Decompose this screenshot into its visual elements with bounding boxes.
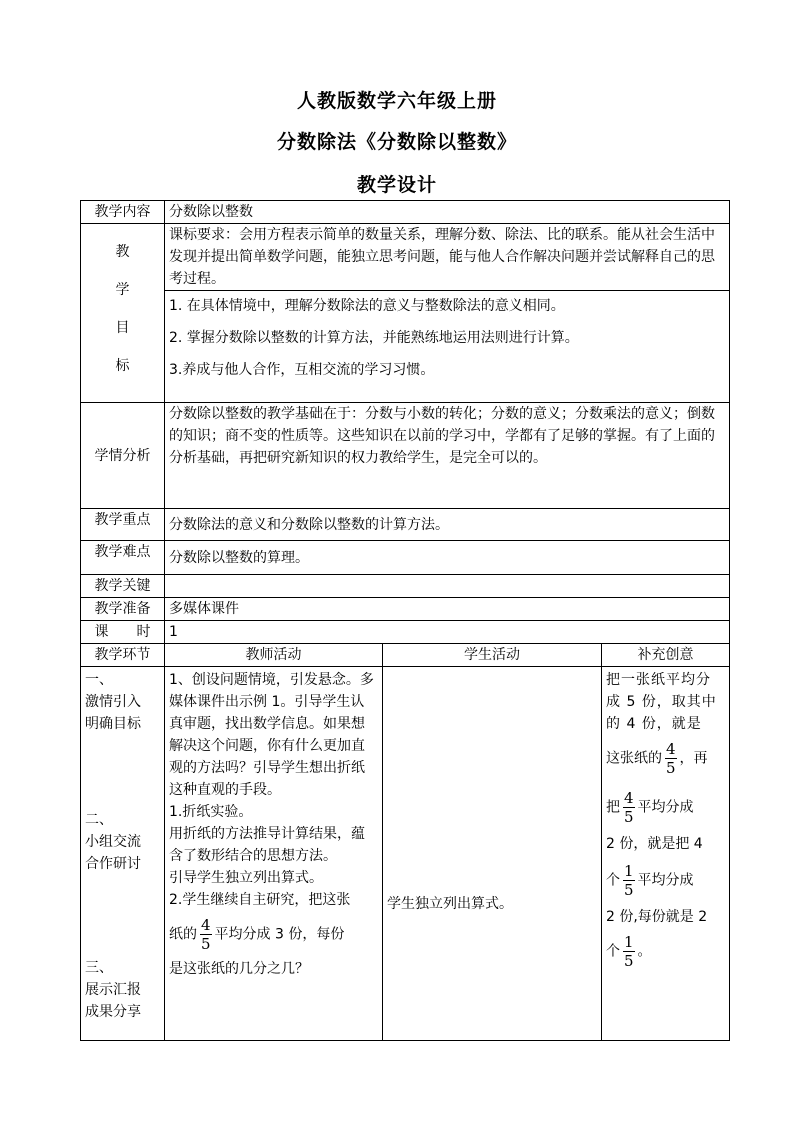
row-value-key [165, 575, 730, 598]
row-focus [81, 509, 730, 541]
goals-label-char: 目 [115, 320, 130, 336]
goals-label-char: 标 [115, 358, 130, 374]
student-activity [383, 667, 602, 1041]
row-value-focus: 分数除法的意义和分数除以整数的计算方法。 [165, 509, 730, 541]
extra-text: 2 份,每份就是 2 [606, 909, 708, 925]
extra-text: 个 [606, 943, 620, 960]
header-student: 学生活动 [383, 644, 602, 667]
row-label-goals [81, 224, 165, 403]
row-label-key: 教学关键 [81, 575, 165, 598]
extra-ideas [602, 667, 730, 1041]
row-label-content: 教学内容 [81, 201, 165, 224]
teacher-text: 平均分成 3 份，每份 [214, 926, 345, 943]
teacher-text: 1、创设问题情境，引发悬念。多媒体课件出示例 1。引导学生认真审题，找出数学信息。如果想解决这个问题，你有什么更加直观的方法吗？引导学生想出折纸这种直观的手段。 [169, 672, 374, 798]
row-value-prep: 多媒体课件 [165, 598, 730, 621]
extra-text: ，再 [679, 750, 708, 767]
header-stage: 教学环节 [81, 644, 165, 667]
student-text: 学生独立列出算式。 [387, 896, 513, 912]
row-content [81, 201, 730, 224]
row-label-hours: 课 时 [81, 621, 165, 644]
extra-text: 把 [606, 799, 620, 816]
stage-column [81, 667, 165, 1041]
goals-label-char: 教 [115, 244, 130, 260]
row-label-difficulty: 教学难点 [81, 541, 165, 575]
row-hours [81, 621, 730, 644]
row-value-difficulty: 分数除以整数的算理。 [165, 541, 730, 575]
extra-text: 。 [637, 943, 652, 960]
fraction-four-fifths: $\frac{4}{5}$ [624, 789, 634, 826]
row-label-analysis: 学情分析 [81, 403, 165, 509]
row-value-content: 分数除以整数 [165, 201, 730, 224]
process-header-row [81, 644, 730, 667]
teacher-text: 引导学生独立列出算式。 [169, 870, 323, 886]
row-key [81, 575, 730, 598]
doc-heading: 教学设计 [356, 174, 437, 196]
row-goals-items [81, 291, 730, 403]
fraction-four-fifths: $\frac{4}{5}$ [201, 916, 211, 953]
stage-name: 展示汇报 [85, 982, 141, 998]
stage-number: 一、 [85, 672, 113, 688]
stage-number: 二、 [85, 812, 113, 828]
header-teacher: 教师活动 [165, 644, 383, 667]
extra-text: 平均分成 [637, 872, 694, 889]
row-label-focus: 教学重点 [81, 509, 165, 541]
process-body-row [81, 667, 730, 1041]
teacher-text: 纸的 [169, 926, 197, 943]
extra-text: 把一张纸平均分成 5 份，取其中的 4 份，就是 [606, 672, 717, 732]
teacher-text: 1.折纸实验。 [169, 804, 253, 820]
goal-item: 2. 掌握分数除以整数的计算方法，并能熟练地运用法则进行计算。 [169, 330, 579, 346]
row-difficulty [81, 541, 730, 575]
lesson-plan-table [80, 200, 730, 1041]
fraction-one-fifth: $\frac{1}{5}$ [624, 933, 634, 970]
extra-text: 2 份，就是把 4 [606, 836, 703, 852]
stage-name: 明确目标 [85, 716, 141, 732]
goals-curriculum: 课标要求：会用方程表示简单的数量关系，理解分数、除法、比的联系。能从社会生活中发现并提出简单数学问题，能独立思考问题，能与他人合作解决问题并尝试解释自己的思考过程。 [165, 224, 730, 291]
teacher-text: 是这张纸的几分之几？ [169, 961, 309, 977]
row-value-hours: 1 [165, 621, 730, 644]
stage-name: 成果分享 [85, 1004, 141, 1020]
teacher-text: 2.学生继续自主研究，把这张 [169, 892, 351, 908]
fraction-one-fifth: $\frac{1}{5}$ [624, 862, 634, 899]
stage-name: 激情引入 [85, 694, 141, 710]
extra-text: 个 [606, 872, 620, 889]
teacher-text: 用折纸的方法推导计算结果，蕴含了数形结合的思想方法。 [169, 826, 365, 864]
row-analysis [81, 403, 730, 509]
goal-item: 3.养成与他人合作，互相交流的学习习惯。 [169, 362, 435, 378]
goals-items [165, 291, 730, 403]
extra-text: 这张纸的 [606, 750, 662, 767]
extra-text: 平均分成 [637, 799, 694, 816]
stage-name: 小组交流 [85, 834, 141, 850]
row-goals-curriculum [81, 224, 730, 291]
row-label-prep: 教学准备 [81, 598, 165, 621]
fraction-four-fifths: $\frac{4}{5}$ [666, 740, 676, 777]
stage-name: 合作研讨 [85, 856, 141, 872]
goal-item: 1. 在具体情境中，理解分数除法的意义与整数除法的意义相同。 [169, 298, 565, 314]
goals-label-char: 学 [115, 282, 130, 298]
header-extra: 补充创意 [602, 644, 730, 667]
stage-number: 三、 [85, 960, 113, 976]
teacher-activity [165, 667, 383, 1041]
doc-subtitle: 分数除法《分数除以整数》 [276, 131, 517, 153]
row-value-analysis: 分数除以整数的教学基础在于：分数与小数的转化；分数的意义；分数乘法的意义；倒数的知识；商不变的性质等。这些知识在以前的学习中，学都有了足够的掌握。有了上面的分析基础，再把研究新知识的权力教给学生，是完全可以的。 [165, 403, 730, 509]
doc-title: 人教版数学六年级上册 [296, 90, 497, 112]
row-prep [81, 598, 730, 621]
